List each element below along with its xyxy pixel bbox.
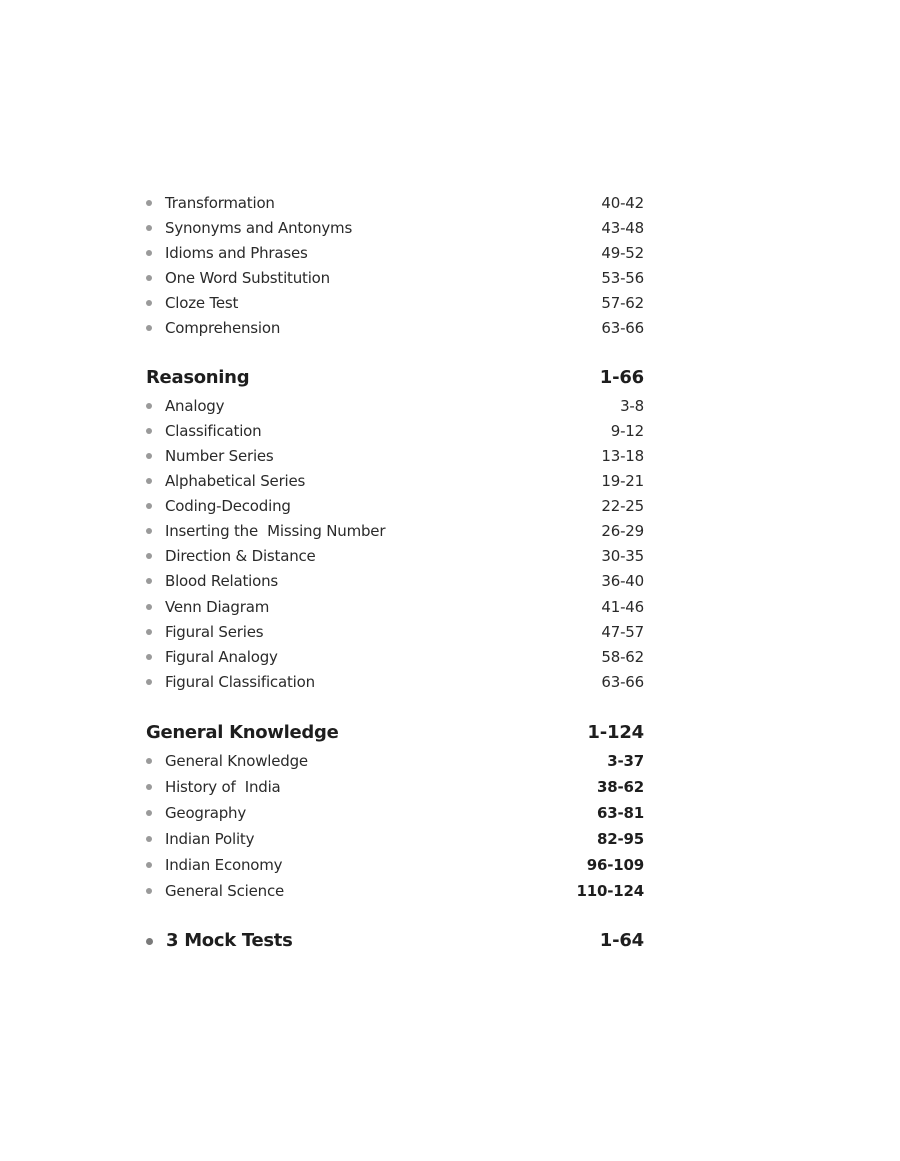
section-title: Reasoning [146,367,250,388]
entry-pages: 9-12 [610,422,644,440]
entry-label: Figural Analogy [165,648,278,666]
entry-label: Number Series [165,447,274,465]
toc-entry [146,469,646,493]
entry-pages: 41-46 [601,598,644,616]
entry-label: One Word Substitution [165,269,330,287]
toc-entry [146,569,646,593]
toc-entry [146,670,646,694]
entry-label: Synonyms and Antonyms [165,219,353,237]
section-pages: 1-66 [599,367,644,388]
entry-label: General Knowledge [165,752,308,770]
entry-pages: 110-124 [576,882,644,900]
section-title: General Knowledge [146,722,339,743]
toc-entry [146,775,646,799]
bullet-icon [146,604,152,610]
entry-label: Comprehension [165,319,281,337]
entry-pages: 57-62 [601,294,644,312]
mock-tests-pages: 1-64 [599,930,644,951]
bullet-icon [146,784,152,790]
bullet-icon [146,578,152,584]
bullet-icon [146,428,152,434]
bullet-icon [146,453,152,459]
toc-entry [146,749,646,773]
toc-entry [146,444,646,468]
toc-entry [146,266,646,290]
entry-pages: 36-40 [601,572,644,590]
entry-label: Direction & Distance [165,547,316,565]
entry-label: Cloze Test [165,294,239,312]
toc-entry [146,291,646,315]
entry-pages: 30-35 [601,547,644,565]
entry-pages: 47-57 [601,623,644,641]
entry-pages: 63-81 [597,804,644,822]
bullet-icon [146,758,152,764]
bullet-icon [146,250,152,256]
toc-entry [146,191,646,215]
entry-label: Classification [165,422,262,440]
toc-entry [146,595,646,619]
bullet-icon [146,654,152,660]
bullet-icon [146,938,153,945]
entry-pages: 96-109 [586,856,644,874]
bullet-icon [146,553,152,559]
entry-label: Geography [165,804,247,822]
toc-entry [146,394,646,418]
entry-pages: 53-56 [601,269,644,287]
bullet-icon [146,225,152,231]
entry-label: Figural Classification [165,673,315,691]
toc-entry [146,544,646,568]
entry-label: Inserting the Missing Number [165,522,386,540]
entry-label: Coding-Decoding [165,497,291,515]
toc-entry [146,241,646,265]
bullet-icon [146,810,152,816]
entry-pages: 63-66 [601,673,644,691]
bullet-icon [146,629,152,635]
entry-pages: 43-48 [601,219,644,237]
entry-pages: 26-29 [601,522,644,540]
section-heading-reasoning [146,366,646,390]
entry-label: Analogy [165,397,225,415]
entry-pages: 63-66 [601,319,644,337]
bullet-icon [146,503,152,509]
bullet-icon [146,836,152,842]
section-heading-general-knowledge [146,721,646,745]
entry-pages: 40-42 [601,194,644,212]
toc-entry [146,316,646,340]
mock-tests-label: 3 Mock Tests [166,930,293,951]
mock-tests-entry [146,929,646,953]
entry-label: Venn Diagram [165,598,270,616]
entry-label: History of India [165,778,281,796]
toc-entry [146,494,646,518]
bullet-icon [146,679,152,685]
entry-label: Idioms and Phrases [165,244,308,262]
bullet-icon [146,300,152,306]
bullet-icon [146,200,152,206]
entry-label: Figural Series [165,623,264,641]
toc-entry [146,216,646,240]
toc-entry [146,620,646,644]
entry-label: General Science [165,882,285,900]
entry-pages: 49-52 [601,244,644,262]
toc-entry [146,645,646,669]
toc-entry [146,853,646,877]
bullet-icon [146,325,152,331]
bullet-icon [146,403,152,409]
entry-label: Alphabetical Series [165,472,306,490]
entry-label: Indian Economy [165,856,283,874]
bullet-icon [146,888,152,894]
bullet-icon [146,528,152,534]
toc-entry [146,879,646,903]
toc-entry [146,827,646,851]
entry-label: Blood Relations [165,572,278,590]
entry-pages: 38-62 [597,778,644,796]
entry-pages: 58-62 [601,648,644,666]
bullet-icon [146,275,152,281]
entry-pages: 13-18 [601,447,644,465]
entry-pages: 22-25 [601,497,644,515]
entry-label: Transformation [165,194,275,212]
toc-entry [146,801,646,825]
entry-pages: 82-95 [597,830,644,848]
bullet-icon [146,862,152,868]
entry-pages: 3-37 [607,752,644,770]
toc-entry [146,519,646,543]
section-pages: 1-124 [587,722,644,743]
entry-pages: 3-8 [620,397,644,415]
toc-entry [146,419,646,443]
entry-label: Indian Polity [165,830,255,848]
entry-pages: 19-21 [601,472,644,490]
bullet-icon [146,478,152,484]
